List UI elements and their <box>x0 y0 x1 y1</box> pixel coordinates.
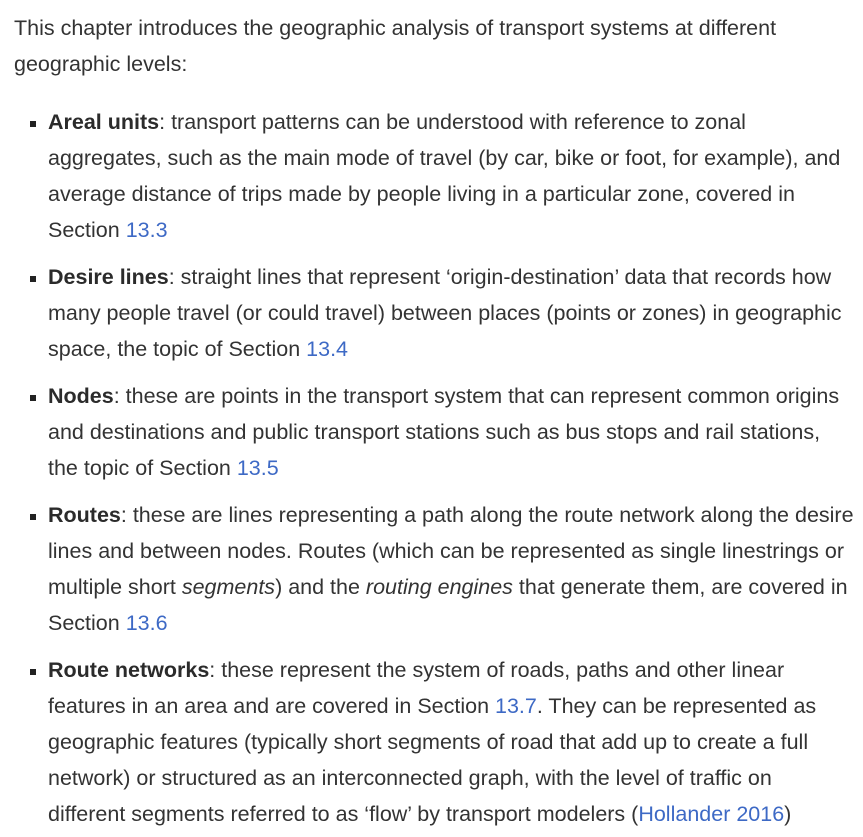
item-text: : these are points in the transport system that can represent common origins and destinations and public transport stations such as bus stops and rail stations, the topic of Section <box>48 384 840 480</box>
section-link-13-4[interactable]: 13.4 <box>306 337 349 361</box>
item-text: : straight lines that represent ‘origin-destination’ data that records how many people travel (or could travel) between places (points or zones) in geographic space, the topic of Section <box>48 265 842 361</box>
item-text: : these are lines representing a path along the route network along the desire lines and between nodes. Routes (which can be represented as single linestrings or multiple short <box>48 503 854 599</box>
intro-text: This chapter introduces the geographic analysis of transport systems at different geographic levels: <box>14 16 777 76</box>
italic-segments: segments <box>181 575 276 599</box>
list-item-areal-units <box>48 104 854 248</box>
section-link-13-6[interactable]: 13.6 <box>125 611 168 635</box>
term-areal-units: Areal units <box>48 110 160 134</box>
list-item-routes <box>48 497 854 641</box>
transport-levels-list <box>14 104 854 832</box>
citation-link-hollander-2016[interactable]: Hollander 2016 <box>638 802 785 826</box>
italic-routing-engines: routing engines <box>365 575 513 599</box>
section-link-13-3[interactable]: 13.3 <box>125 218 168 242</box>
item-text: : these represent the system of roads, paths and other linear features in an area and are covered in Section <box>48 658 785 718</box>
item-text: : transport patterns can be understood with reference to zonal aggregates, such as the main mode of travel (by car, bike or foot, for example), and average distance of trips made by people living in a particular zone, covered in Section <box>48 110 841 242</box>
list-item-nodes <box>48 378 854 486</box>
section-link-13-5[interactable]: 13.5 <box>236 456 279 480</box>
term-routes: Routes <box>48 503 121 527</box>
item-text: ) <box>784 802 792 826</box>
intro-paragraph <box>14 10 854 82</box>
term-nodes: Nodes <box>48 384 114 408</box>
item-text: ) and the <box>275 575 366 599</box>
list-item-route-networks <box>48 652 854 832</box>
item-text: that generate them, are covered in Section <box>48 575 848 635</box>
term-desire-lines: Desire lines <box>48 265 169 289</box>
item-text: . They can be represented as geographic features (typically short segments of road that add up to create a full network) or structured as an interconnected graph, with the level of traffic on different segments referred to as ‘flow’ by transport modelers ( <box>48 694 817 826</box>
term-route-networks: Route networks <box>48 658 210 682</box>
list-item-desire-lines <box>48 259 854 367</box>
section-link-13-7[interactable]: 13.7 <box>495 694 537 718</box>
